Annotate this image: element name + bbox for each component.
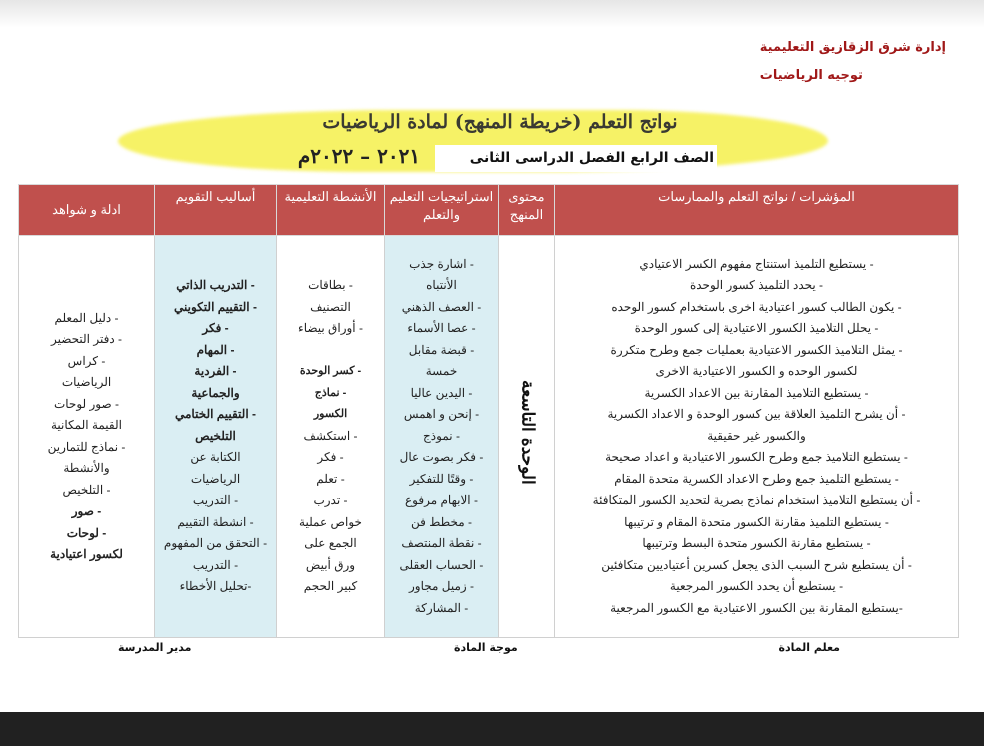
evidence-item: القيمة المكانية xyxy=(51,418,122,432)
indicators-item: والكسور غير حقيقية xyxy=(707,428,806,443)
indicators-item: - يستطيع التلميذ استنتاج مفهوم الكسر الاعتيادي xyxy=(639,256,874,271)
activities-item: - فكر xyxy=(317,450,344,465)
indicators-item: - يستطيع التلاميذ جمع وطرح الكسور الاعتيادية و اعداد صحيحة xyxy=(605,450,908,465)
evaluation-item: الكتابة عن xyxy=(190,450,241,465)
evidence-item: - دفتر التحضير xyxy=(51,332,122,346)
column-header-evidence: ادلة و شواهد xyxy=(19,185,155,236)
strategies-item: الأنتباه xyxy=(426,278,457,293)
activities-item: - كسر الوحدة xyxy=(299,365,362,378)
indicators-item: - يستطيع مقارنة الكسور متحدة البسط وترتيبها xyxy=(642,536,871,551)
evaluation-item: - التدريب xyxy=(192,493,239,508)
strategies-item: - الحساب العقلى xyxy=(399,557,484,572)
unit-label: الوحدة التاسعة xyxy=(517,380,538,486)
evaluation-item: التلخيص xyxy=(195,428,236,443)
table-row xyxy=(19,236,959,638)
indicators-item: - يحدد التلميذ كسور الوحدة xyxy=(689,278,824,293)
activities-item: - بطاقات xyxy=(308,278,353,293)
indicators-item: - يستطيع التلميذ جمع وطرح الاعداد الكسرية متحدة المقام xyxy=(614,471,899,486)
signature-principal: مدير المدرسة xyxy=(118,641,192,654)
evidence-item: والأنشطة xyxy=(63,461,110,475)
page-title: نواتج التعلم (خريطة المنهج) لمادة الرياضيات xyxy=(322,111,678,133)
column-header-strategies: استراتيجيات التعليم والتعلم xyxy=(385,185,499,236)
evaluation-item: -تحليل الأخطاء xyxy=(179,579,252,594)
indicators-item: - يستطيع التلميذ مقارنة الكسور متحدة المقام و ترتيبها xyxy=(624,514,889,529)
strategies-item: - نموذج xyxy=(423,428,460,443)
evaluation-item: - التقييم الختامي xyxy=(174,407,257,422)
evidence-item: لكسور اعتيادية xyxy=(50,547,123,561)
activities-cell xyxy=(277,236,385,638)
activities-item: الكسور xyxy=(313,408,348,421)
column-header-indicators: المؤشرات / نواتج التعلم والممارسات xyxy=(555,185,959,236)
evaluation-item: والجماعية xyxy=(191,385,240,400)
evaluation-item: - انشطة التقييم xyxy=(177,514,254,529)
evidence-item: - لوحات xyxy=(66,525,107,540)
evaluation-cell xyxy=(155,236,277,638)
evaluation-item: الرياضيات xyxy=(190,471,241,486)
evidence-item: - صور xyxy=(71,504,102,518)
strategies-item: - زميل مجاور xyxy=(408,579,474,594)
evidence-item: - صور لوحات xyxy=(53,396,120,411)
indicators-cell xyxy=(555,236,959,638)
evidence-cell xyxy=(19,236,155,638)
strategies-item: - قبضة مقابل xyxy=(408,342,475,357)
strategies-item: - فكر بصوت عال xyxy=(399,450,484,465)
strategies-item: - إنحن و اهمس xyxy=(403,407,480,422)
activities-item: - تدرب xyxy=(313,493,348,508)
evaluation-item: - التدريب xyxy=(192,557,239,572)
indicators-item: -يستطيع المقارنة بين الكسور الاعتيادية مع الكسور المرجعية xyxy=(610,600,903,615)
activities-item: - تعلم xyxy=(316,471,345,486)
column-header-evaluation: أساليب التقويم xyxy=(155,185,277,236)
strategies-cell xyxy=(385,236,499,638)
indicators-item: - يستطيع التلاميذ المقارنة بين الاعداد الكسرية xyxy=(644,385,869,400)
signature-teacher: معلم المادة xyxy=(778,641,840,654)
grade-term: الصف الرابع الفصل الدراسى الثانى xyxy=(469,150,714,166)
indicators-item: - أن يستطيع شرح السبب الذى يجعل كسرين أعتياديين متكافئين xyxy=(601,557,912,572)
evaluation-item: - التحقق من المفهوم xyxy=(163,536,268,551)
evaluation-item: - التدريب الذاتي xyxy=(176,278,255,293)
table-header-row xyxy=(19,185,959,236)
academic-years: ٢٠٢١ – ٢٠٢٢م xyxy=(297,144,421,168)
strategies-item: - نقطة المنتصف xyxy=(401,536,482,551)
indicators-item: لكسور الوحده و الكسور الاعتيادية الاخرى xyxy=(655,364,858,379)
content-cell xyxy=(499,236,555,638)
evidence-item: الرياضيات xyxy=(61,375,112,389)
indicators-item: - أن يستطيع التلاميذ استخدام نماذج بصرية لتحديد الكسور المتكافئة xyxy=(592,493,921,508)
activities-item: - استكشف xyxy=(303,428,358,443)
strategies-item: - الابهام مرفوع xyxy=(405,493,478,508)
evidence-item: - التلخيص xyxy=(62,482,111,497)
strategies-item: خمسة xyxy=(425,364,458,379)
bottom-bar xyxy=(0,712,984,746)
column-header-content: محتوى المنهج xyxy=(499,185,555,236)
strategies-item: - وقتًا للتفكير xyxy=(409,471,474,486)
indicators-item: - يكون الطالب كسور اعتيادية اخرى باستخدام كسور الوحده xyxy=(611,299,902,314)
strategies-item: - المشاركة xyxy=(414,600,469,615)
department-name: توجيه الرياضيات xyxy=(759,68,863,83)
curriculum-map-table xyxy=(18,184,959,638)
evaluation-item: - المهام xyxy=(196,342,235,357)
evidence-item: - نماذج للتمارين xyxy=(47,439,126,454)
activities-item: كبير الحجم xyxy=(303,579,358,594)
strategies-item: - عصا الأسماء xyxy=(407,321,476,336)
activities-item: الجمع على xyxy=(304,536,357,551)
indicators-item: - يستطيع أن يحدد الكسور المرجعية xyxy=(669,579,844,594)
activities-item xyxy=(281,340,380,362)
evaluation-item: - فكر xyxy=(202,321,229,336)
organization-header xyxy=(760,38,946,86)
activities-item: ورق أبيض xyxy=(305,557,356,572)
strategies-item: - اشارة جذب xyxy=(409,256,474,271)
indicators-item: - يحلل التلاميذ الكسور الاعتيادية إلى كسور الوحدة xyxy=(634,321,879,336)
evaluation-item: - التقييم التكويني xyxy=(174,299,257,314)
top-fade xyxy=(0,0,984,28)
evaluation-item: - الفردية xyxy=(194,364,237,379)
strategies-item: - مخطط فن xyxy=(411,514,472,529)
evidence-item: - دليل المعلم xyxy=(54,310,119,325)
activities-item: - نماذج xyxy=(314,386,347,399)
column-header-activities: الأنشطة التعليمية xyxy=(277,185,385,236)
strategies-item: - العصف الذهني xyxy=(401,299,482,314)
signature-supervisor: موجة المادة xyxy=(454,641,518,654)
indicators-item: - أن يشرح التلميذ العلاقة بين كسور الوحدة و الاعداد الكسرية xyxy=(607,407,906,422)
activities-item: - أوراق بيضاء xyxy=(298,321,363,336)
activities-item: التصنيف xyxy=(310,299,351,314)
administration-name: إدارة شرق الزقازيق التعليمية xyxy=(759,40,946,55)
activities-item: خواص عملية xyxy=(299,514,362,529)
strategies-item: - اليدين عاليا xyxy=(410,385,473,400)
evidence-item: - كراس xyxy=(67,353,106,368)
indicators-item: - يمثل التلاميذ الكسور الاعتيادية بعمليات جمع وطرح متكررة xyxy=(610,342,903,357)
